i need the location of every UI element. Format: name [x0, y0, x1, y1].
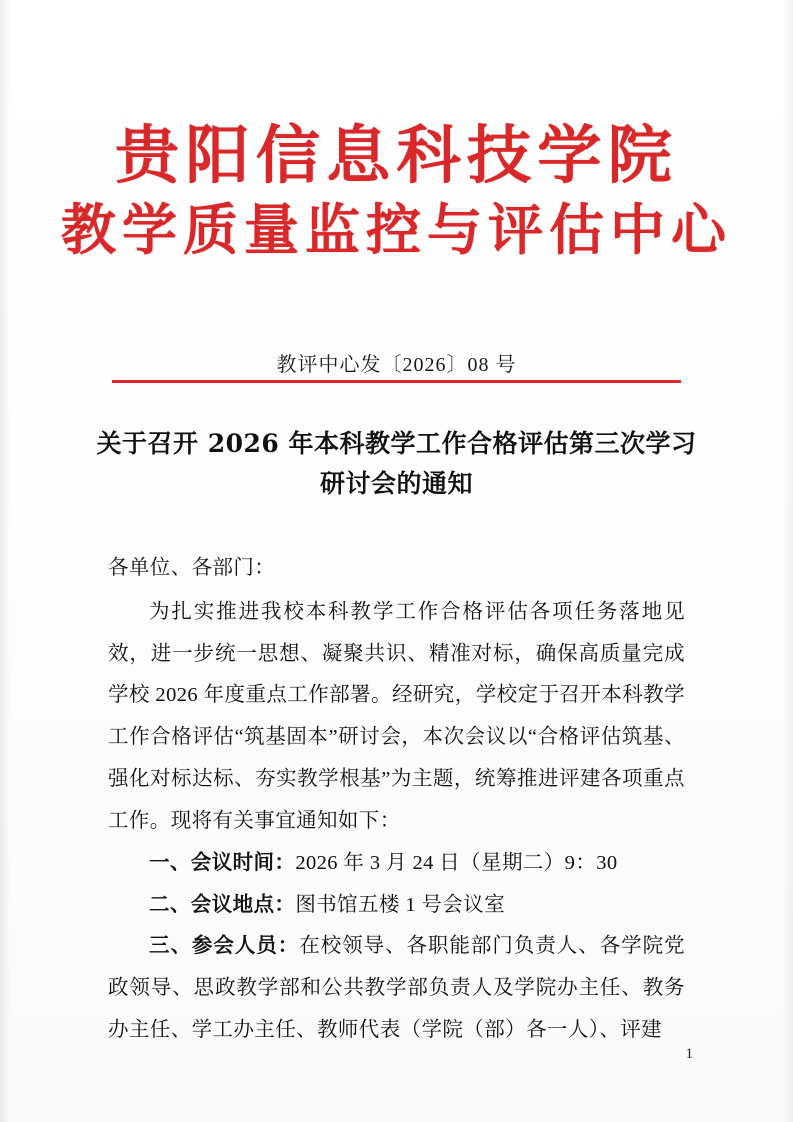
- masthead-line-2: 教学质量监控与评估中心: [60, 197, 732, 263]
- document-number: 教评中心发〔2026〕08 号: [276, 354, 517, 376]
- meeting-time-value: 2026 年 3 月 24 日（星期二）9：30: [295, 851, 618, 874]
- document-title: 关于召开 2026 年本科教学工作合格评估第三次学习研讨会的通知: [96, 429, 697, 498]
- document-body: [108, 548, 685, 1052]
- masthead: [0, 118, 793, 263]
- body-paragraph-1: 为扎实推进我校本科教学工作合格评估各项任务落地见效，进一步统一思想、凝聚共识、精准对标，确保高质量完成学校 2026 年度重点工作部署。经研究，学校定于召开本科教学工作合格评估“筑基固本”研讨会，本次会议以“合格评估筑基、强化对标达标、夯实教学根基”为主题，统筹推进评建各项重点工作。现将有关事宜通知如下：: [108, 600, 685, 832]
- attendees-value: 在校领导、各职能部门负责人、各学院党政领导、思政教学部和公共教学部负责人及学院办主任、教务办主任、学工办主任、教师代表（学院（部）各一人）、评建: [108, 935, 685, 1041]
- salutation: 各单位、各部门：: [108, 557, 276, 579]
- red-divider-rule: [112, 380, 681, 383]
- page-number: 1: [685, 1046, 693, 1062]
- masthead-line-1: 贵阳信息科技学院: [114, 118, 679, 192]
- meeting-place-item: [108, 885, 685, 927]
- attendees-item: [108, 926, 685, 1051]
- meeting-place-value: 图书馆五楼 1 号会议室: [295, 893, 506, 916]
- meeting-place-label: 二、会议地点：: [149, 893, 296, 916]
- attendees-label: 三、参会人员：: [149, 935, 300, 958]
- meeting-time-label: 一、会议时间：: [149, 851, 296, 874]
- meeting-time-item: [108, 843, 685, 885]
